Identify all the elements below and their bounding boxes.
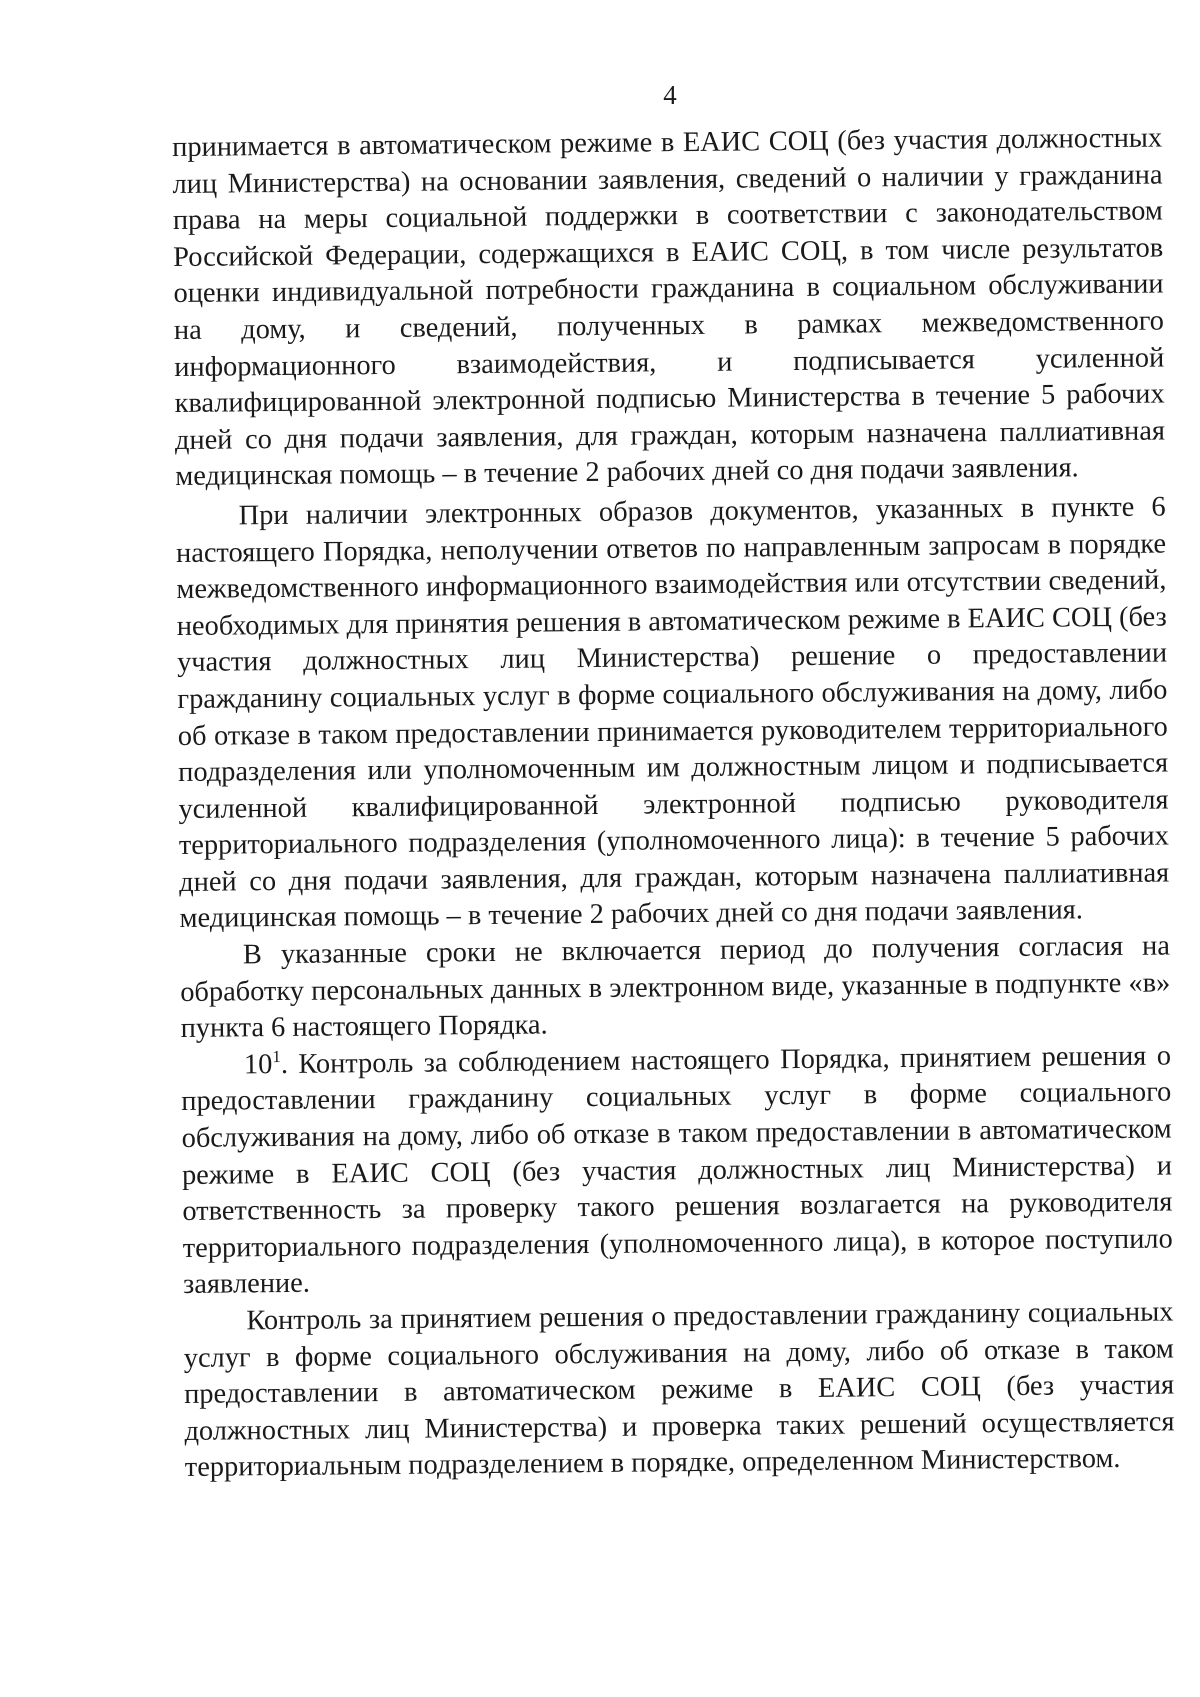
- document-body: [172, 120, 1175, 1486]
- item-text: . Контроль за соблюдением настоящего Порядка, принятием решения о предоставлении гражданину социальных услуг в форме социального обслуживания на дому, либо об отказе в таком предоставлении в автоматическом режиме в ЕАИС СОЦ (без участия должностных лиц Министерства) и ответственность за проверку такого решения возлагается на руководителя территориального подразделения (уполномоченного лица), в которое поступило заявление.: [181, 1040, 1173, 1301]
- page-number: 4: [663, 80, 677, 110]
- paragraph-continuation: принимается в автоматическом режиме в ЕАИС СОЦ (без участия должностных лиц Министерства) на основании заявления, сведений о наличии у гражданина права на меры социальной поддержки в соответствии с законодательством Российской Федерации, содержащихся в ЕАИС СОЦ, в том числе результатов оценки индивидуальной потребности гражданина в социальном обслуживании на дому, и сведений, полученных в рамках межведомственного информационного взаимодействия, и подписывается усиленной квалифицированной электронной подписью Министерства в течение 5 рабочих дней со дня подачи заявления, для граждан, которым назначена паллиативная медицинская помощь – в течение 2 рабочих дней со дня подачи заявления.: [172, 122, 1166, 493]
- item-number: 10: [243, 1048, 273, 1081]
- paragraph-item-10-1: [181, 1038, 1173, 1304]
- item-superscript: 1: [272, 1046, 281, 1066]
- paragraph-control-of-decisions: Контроль за принятием решения о предоставлении гражданину социальных услуг в форме социального обслуживания на дому, либо об отказе в таком предоставлении в автоматическом режиме в ЕАИС СОЦ (без участия должностных лиц Министерства) и проверка таких решений осуществляется территориальным подразделением в порядке, определенном Министерством.: [183, 1296, 1175, 1484]
- paragraph-deadlines-exclusion: В указанные сроки не включается период до получения согласия на обработку персональных данных в электронном виде, указанные в подпункте «в» пункта 6 настоящего Порядка.: [180, 930, 1171, 1045]
- paragraph-electronic-documents: При наличии электронных образов документов, указанных в пункте 6 настоящего Порядка, неполучении ответов по направленным запросам в порядке межведомственного информационного взаимодействия или отсутствии сведений, необходимых для принятия решения в автоматическом режиме в ЕАИС СОЦ (без участия должностных лиц Министерства) решение о предоставлении гражданину социальных услуг в форме социального обслуживания на дому, либо об отказе в таком предоставлении принимается руководителем территориального подразделения или уполномоченным им должностным лицом и подписывается усиленной квалифицированной электронной подписью руководителя территориального подразделения (уполномоченного лица): в течение 5 рабочих дней со дня подачи заявления, для граждан, которым назначена паллиативная медицинская помощь – в течение 2 рабочих дней со дня подачи заявления.: [175, 491, 1170, 935]
